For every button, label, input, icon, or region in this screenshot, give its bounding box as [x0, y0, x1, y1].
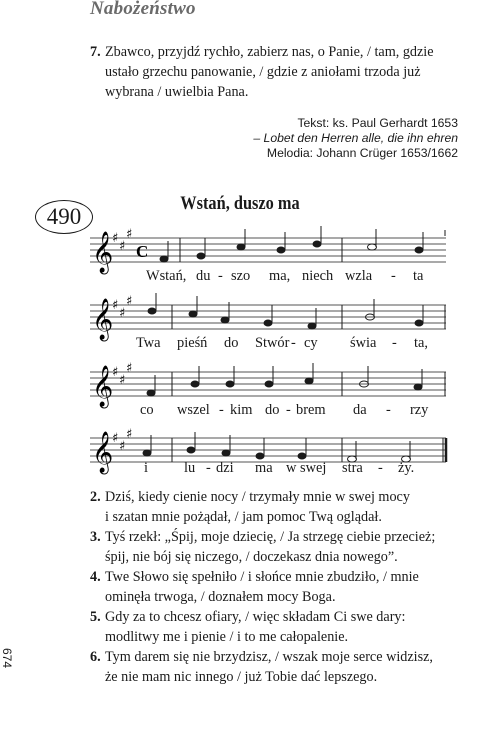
stanza-4 [90, 567, 419, 607]
stanza-6 [90, 647, 433, 687]
credit-text: Tekst: ks. Paul Gerhardt 1653 [297, 116, 458, 130]
stanza-3 [90, 527, 435, 567]
lyric-hyphen: - [206, 460, 211, 476]
stanza-number: 6. [90, 649, 101, 665]
lyric-syllable: ży. [398, 460, 415, 476]
lyric-syllable: ma [255, 460, 273, 476]
svg-text:𝄞: 𝄞 [92, 299, 114, 340]
svg-text:♯: ♯ [119, 239, 126, 254]
svg-text:𝄞: 𝄞 [92, 366, 114, 407]
stanza-line: Zbawco, przyjdź rychło, zabierz nas, o Panie, / tam, gdzie [105, 44, 434, 60]
lyric-syllable: Twa [136, 335, 161, 351]
stanza-line: i szatan mnie pożądał, / jam pomoc Twą oglądał. [105, 509, 382, 525]
lyric-syllable: stra [342, 460, 363, 476]
stanza-5 [90, 607, 405, 647]
lyric-syllable: Stwór [255, 335, 290, 351]
page-header: Nabożeństwo [90, 0, 196, 19]
lyric-hyphen: - [219, 402, 224, 418]
treble-clef-icon [92, 298, 113, 341]
svg-text:♯: ♯ [112, 298, 119, 313]
lyric-syllable: cy [304, 335, 318, 351]
lyric-syllable: Wstań, [146, 268, 187, 284]
lyric-syllable: niech [302, 268, 334, 284]
svg-text:♯: ♯ [119, 373, 126, 388]
stanza-number: 4. [90, 569, 101, 585]
stanza-line: wybrana / uwielbia Pana. [105, 84, 249, 100]
lyric-syllable: szo [231, 268, 251, 284]
svg-text:♯: ♯ [112, 365, 119, 380]
svg-text:♯: ♯ [119, 306, 126, 321]
stanza-number: 2. [90, 489, 101, 505]
credit-original: – Lobet den Herren alle, die ihn ehren [253, 131, 458, 145]
stanza-line: Tym darem się nie brzydzisz, / wszak moje serce widzisz, [105, 649, 433, 665]
lyric-hyphen: - [391, 268, 396, 284]
time-signature-icon: C [136, 242, 149, 261]
stanza-number: 5. [90, 609, 101, 625]
treble-clef-icon [92, 431, 113, 474]
lyric-syllable: ma, [269, 268, 291, 284]
lyric-syllable: co [140, 402, 154, 418]
stanza-line: ominęła trwoga, / doznałem mocy Boga. [105, 589, 336, 605]
stanza-7 [90, 42, 434, 102]
stanza-line: ustało grzechu panowanie, / gdzie z aniołami trzoda już [105, 64, 421, 80]
svg-text:♯: ♯ [112, 231, 119, 246]
svg-text:♯: ♯ [126, 294, 133, 309]
stanza-line: Dziś, kiedy cienie nocy / trzymały mnie w swej mocy [105, 489, 410, 505]
credit-melody: Melodia: Johann Crüger 1653/1662 [266, 146, 458, 160]
lyric-hyphen: - [392, 335, 397, 351]
stanza-2 [90, 487, 410, 527]
stanza-line: śpij, nie bój się niczego, / doczekasz dnia nowego”. [105, 549, 398, 565]
lyric-hyphen: - [378, 460, 383, 476]
lyric-hyphen: - [386, 402, 391, 418]
stanza-number: 3. [90, 529, 101, 545]
lyric-syllable: w swej [286, 460, 327, 476]
svg-text:♯: ♯ [112, 431, 119, 446]
credits [253, 116, 458, 161]
lyric-syllable: lu [184, 460, 196, 476]
svg-text:♯: ♯ [119, 439, 126, 454]
stanza-line: że nie mam nic innego / już Tobie dać lepszego. [105, 669, 378, 685]
stanza-number: 7. [90, 44, 101, 60]
lyric-syllable: dzi [216, 460, 234, 476]
stanza-line: Twe Słowo się spełniło / i słońce mnie zbudziło, / mnie [105, 569, 419, 585]
lyric-syllable: du [196, 268, 211, 284]
lyric-syllable: i [144, 460, 148, 476]
lyric-syllable: świa [350, 335, 377, 351]
hymn-number: 490 [35, 200, 93, 234]
svg-text:♯: ♯ [126, 227, 133, 242]
lyric-syllable: wszel [177, 402, 210, 418]
lyric-syllable: pieśń [177, 335, 208, 351]
svg-text:𝄞: 𝄞 [92, 232, 114, 273]
lyric-syllable: ta, [414, 335, 428, 351]
lyric-syllable: da [353, 402, 367, 418]
treble-clef-icon [92, 365, 113, 408]
lyric-syllable: ta [413, 268, 424, 284]
lyric-syllable: do [224, 335, 239, 351]
treble-clef-icon [92, 231, 113, 274]
lyric-syllable: do [265, 402, 280, 418]
lyric-syllable: wzla [345, 268, 373, 284]
svg-text:♯: ♯ [126, 427, 133, 442]
hymn-title: Wstań, duszo ma [180, 193, 300, 214]
svg-text:♯: ♯ [126, 361, 133, 376]
lyric-syllable: kim [230, 402, 253, 418]
svg-text:𝄞: 𝄞 [92, 432, 114, 473]
stanza-line: modlitwy me i pienie / i to me całopalenie. [105, 629, 349, 645]
stanza-line: Gdy za to chcesz ofiary, / więc składam Ci swe dary: [105, 609, 406, 625]
lyric-hyphen: - [286, 402, 291, 418]
lyric-syllable: brem [296, 402, 326, 418]
page-number: 674 [0, 648, 14, 669]
lyric-syllable: rzy [410, 402, 429, 418]
lyric-hyphen: - [218, 268, 223, 284]
lyric-hyphen: - [291, 335, 296, 351]
stanza-line: Tyś rzekł: „Śpij, moje dziecię, / Ja strzegę ciebie przecież; [105, 529, 436, 545]
